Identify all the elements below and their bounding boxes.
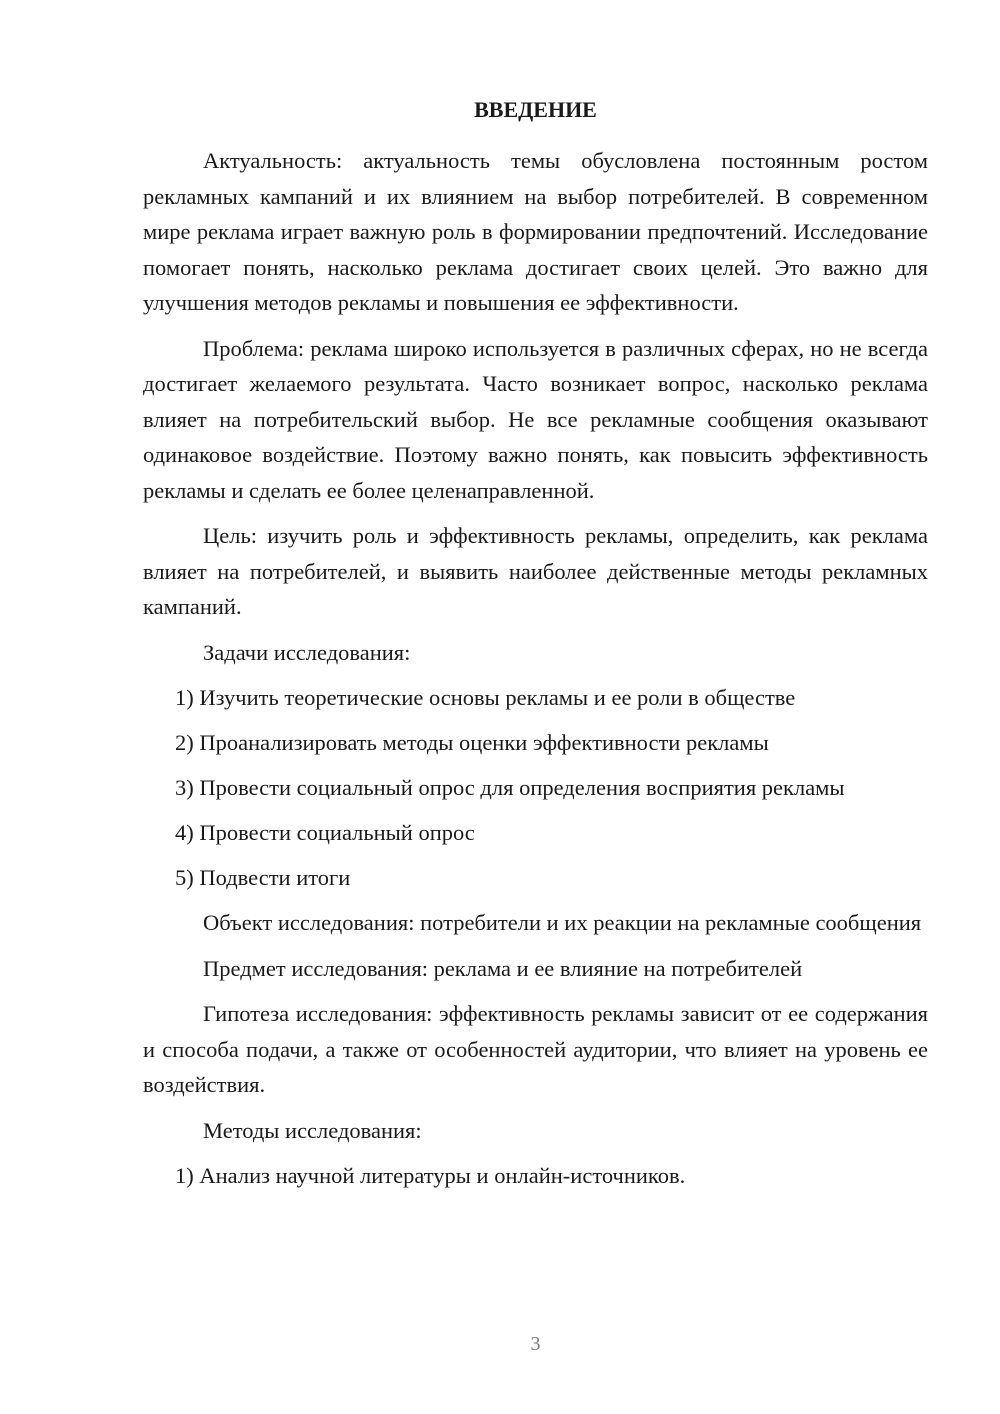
list-item: 2) Проанализировать методы оценки эффективности рекламы [175,730,769,755]
paragraph-object: Объект исследования: потребители и их реакции на рекламные сообщения [203,910,922,935]
list-item: 1) Анализ научной литературы и онлайн-источников. [175,1163,686,1188]
paragraph-goal: Цель: изучить роль и эффективность рекламы, определить, как реклама влияет на потребителей, и выявить наиболее действенные методы рекламных кампаний. [143,523,928,619]
list-item: 5) Подвести итоги [175,865,351,890]
paragraph-subject: Предмет исследования: реклама и ее влияние на потребителей [203,955,803,981]
paragraph-relevance: Актуальность: актуальность темы обусловлена постоянным ростом рекламных кампаний и их влиянием на выбор потребителей. В современном мире реклама играет важную роль в формировании предпочтений. Исследование помогает понять, насколько реклама достигает своих целей. Это важно для улучшения методов рекламы и повышения ее эффективности. [143,148,928,315]
paragraph-tasks-heading: Задачи исследования: [203,639,411,665]
paragraph-hypothesis: Гипотеза исследования: эффективность рекламы зависит от ее содержания и способа подачи, а также от особенностей аудитории, что влияет на уровень ее воздействия. [143,1001,928,1097]
paragraph-methods-heading: Методы исследования: [203,1117,422,1143]
list-item: 1) Изучить теоретические основы рекламы и ее роли в обществе [175,685,796,710]
list-item: 4) Провести социальный опрос [175,820,475,845]
page-title: ВВЕДЕНИЕ [474,97,597,122]
paragraph-problem: Проблема: реклама широко используется в различных сферах, но не всегда достигает желаемого результата. Часто возникает вопрос, насколько реклама влияет на потребительский выбор. Не все рекламные сообщения оказывают одинаковое воздействие. Поэтому важно понять, как повысить эффективность рекламы и сделать ее более целенаправленной. [143,335,928,503]
page-number: 3 [530,1333,541,1355]
list-item: 3) Провести социальный опрос для определения восприятия рекламы [175,775,845,800]
document-page [143,0,928,1414]
document-body [143,143,928,1203]
